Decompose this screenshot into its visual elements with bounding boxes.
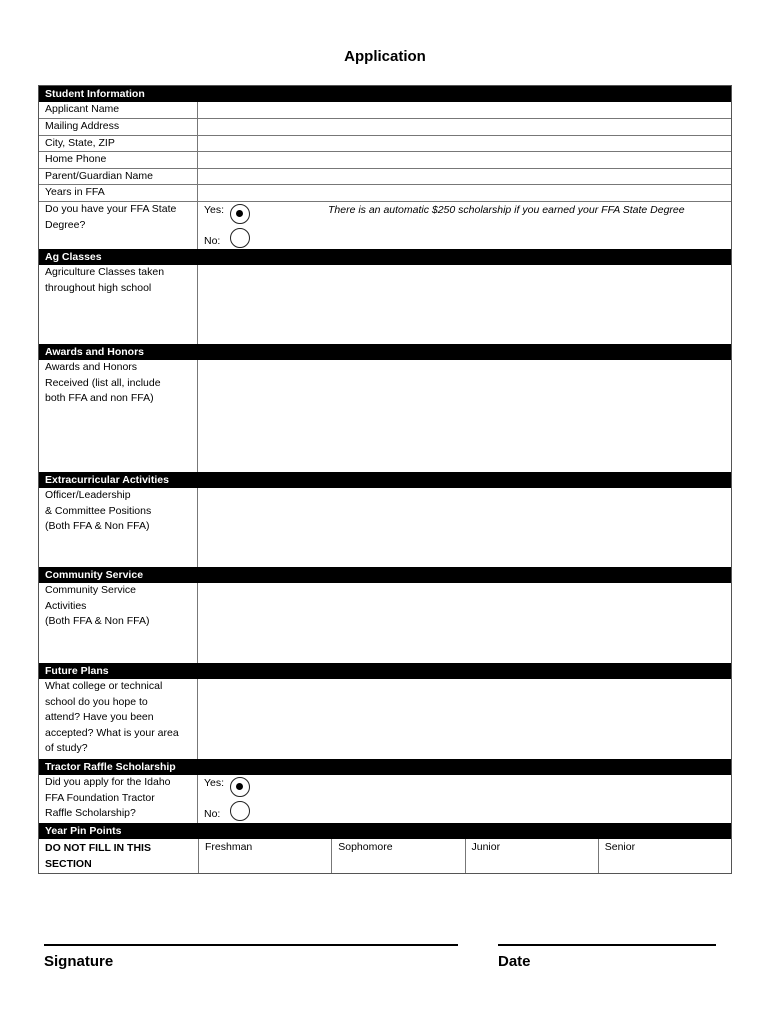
home-phone-input[interactable] [198, 152, 731, 168]
section-header-student-information: Student Information [39, 86, 731, 102]
field-label: City, State, ZIP [39, 136, 198, 151]
page-title: Application [344, 48, 426, 65]
field-row-ag-classes [39, 265, 731, 344]
date-line[interactable] [498, 944, 716, 946]
signature-line[interactable] [44, 944, 458, 946]
field-row-city-state-zip [39, 135, 731, 151]
pin-sophomore: Sophomore [331, 839, 464, 873]
section-header-awards-and-honors: Awards and Honors [39, 344, 731, 360]
field-row-future-plans [39, 679, 731, 759]
field-row-tractor-raffle [39, 775, 731, 823]
state-degree-no-radio[interactable] [230, 228, 250, 248]
field-row-state-degree [39, 201, 731, 249]
field-label: What college or technical school do you hope to attend? Have you been accepted? What is your area of study? [39, 679, 198, 759]
city-state-zip-input[interactable] [198, 136, 731, 151]
section-header-community-service: Community Service [39, 567, 731, 583]
extracurricular-input[interactable] [198, 488, 731, 567]
field-row-home-phone [39, 151, 731, 168]
field-row-parent-guardian [39, 168, 731, 184]
field-label: Officer/Leadership & Committee Positions (Both FFA & Non FFA) [39, 488, 198, 567]
do-not-fill-label: DO NOT FILL IN THIS SECTION [45, 842, 151, 870]
tractor-raffle-no-radio[interactable] [230, 801, 250, 821]
field-row-years-in-ffa [39, 184, 731, 201]
awards-input[interactable] [198, 360, 731, 472]
scholarship-note: There is an automatic $250 scholarship if you earned your FFA State Degree [328, 204, 685, 216]
field-label: Do you have your FFA State Degree? [39, 202, 198, 249]
ag-classes-input[interactable] [198, 265, 731, 344]
future-plans-input[interactable] [198, 679, 731, 759]
date-label: Date [498, 953, 531, 970]
years-in-ffa-input[interactable] [198, 185, 731, 201]
application-form [38, 85, 732, 874]
no-label: No: [204, 808, 221, 820]
section-header-tractor-raffle: Tractor Raffle Scholarship [39, 759, 731, 775]
field-label: Awards and Honors Received (list all, include both FFA and non FFA) [39, 360, 198, 472]
field-label: Agriculture Classes taken throughout high school [39, 265, 198, 344]
field-label: Parent/Guardian Name [39, 169, 198, 184]
community-service-input[interactable] [198, 583, 731, 663]
field-row-awards [39, 360, 731, 472]
field-label: Community Service Activities (Both FFA & Non FFA) [39, 583, 198, 663]
yes-label: Yes: [204, 777, 225, 789]
state-degree-yes-radio[interactable] [230, 204, 250, 224]
pin-senior: Senior [598, 839, 731, 873]
field-row-mailing-address [39, 118, 731, 135]
signature-label: Signature [44, 953, 114, 970]
field-row-applicant-name [39, 102, 731, 118]
mailing-address-input[interactable] [198, 119, 731, 135]
tractor-raffle-options [198, 775, 731, 823]
no-label: No: [204, 235, 221, 247]
tractor-raffle-yes-radio[interactable] [230, 777, 250, 797]
year-pin-points-row [39, 839, 731, 873]
section-header-extracurricular: Extracurricular Activities [39, 472, 731, 488]
state-degree-options [198, 202, 731, 249]
field-label: Mailing Address [39, 119, 198, 135]
parent-guardian-input[interactable] [198, 169, 731, 184]
pin-junior: Junior [465, 839, 598, 873]
applicant-name-input[interactable] [198, 102, 731, 118]
yes-label: Yes: [204, 204, 225, 216]
field-row-community-service [39, 583, 731, 663]
section-header-future-plans: Future Plans [39, 663, 731, 679]
field-label: Did you apply for the Idaho FFA Foundation Tractor Raffle Scholarship? [39, 775, 198, 823]
section-header-year-pin-points: Year Pin Points [39, 823, 731, 839]
field-label: Home Phone [39, 152, 198, 168]
pin-freshman: Freshman [198, 839, 331, 873]
field-label: Applicant Name [39, 102, 198, 118]
field-label: Years in FFA [39, 185, 198, 201]
section-header-ag-classes: Ag Classes [39, 249, 731, 265]
field-row-extracurricular [39, 488, 731, 567]
